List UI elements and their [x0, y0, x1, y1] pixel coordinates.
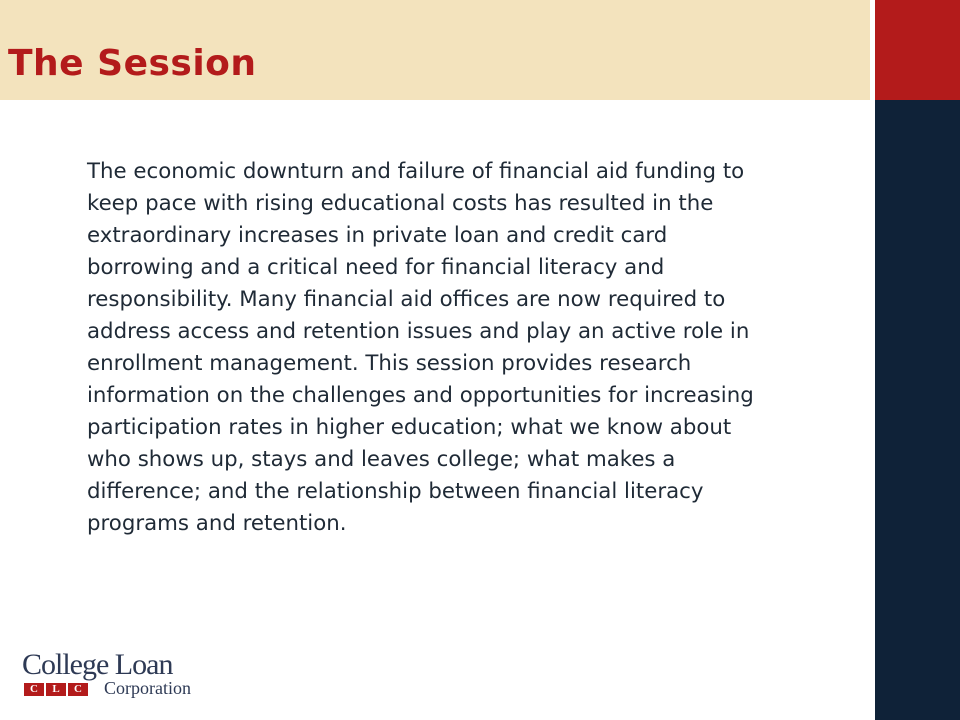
logo-subtitle: Corporation [104, 678, 191, 698]
logo-initials [24, 683, 88, 696]
logo-wordmark: College Loan [22, 648, 173, 681]
accent-block-red [875, 0, 960, 100]
logo-initial-l: L [46, 683, 66, 696]
college-loan-logo [22, 650, 197, 700]
logo-initial-c2: C [68, 683, 88, 696]
logo-initial-c1: C [24, 683, 44, 696]
accent-bar-navy [875, 100, 960, 720]
page-title: The Session [8, 43, 257, 84]
session-description: The economic downturn and failure of financial aid funding to keep pace with rising educational costs has resulted in the extraordinary increases in private loan and credit card borrowing and a critical need for financial literacy and responsibility. Many financial aid offices are now required to address access and retention issues and play an active role in enrollment management. This session provides research information on the challenges and opportunities for increasing participation rates in higher education; what we know about who shows up, stays and leaves college; what makes a difference; and the relationship between financial literacy programs and retention. [87, 159, 754, 536]
